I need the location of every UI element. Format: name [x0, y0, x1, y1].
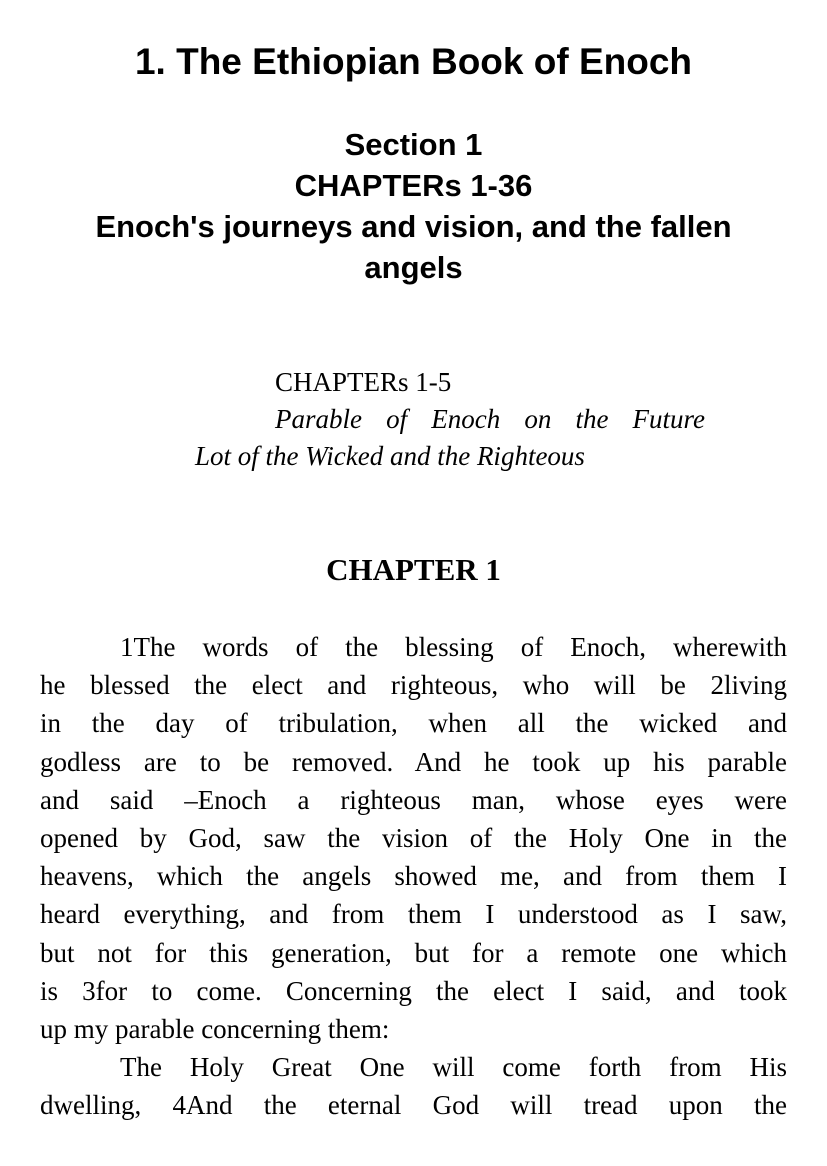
body-line: godless are to be removed. And he took up his parable: [40, 746, 787, 777]
parable-word: Enoch: [431, 404, 501, 434]
section-number: Section 1: [344, 127, 483, 162]
body-line: and said –Enoch a righteous man, whose eyes were: [40, 784, 787, 815]
body-line: opened by God, saw the vision of the Holy One in the: [40, 822, 787, 853]
body-line: in the day of tribulation, when all the wicked and: [40, 708, 787, 739]
chapter-heading: CHAPTER 1: [326, 552, 501, 587]
parable-word: Future: [632, 404, 706, 434]
chapter-body: [40, 628, 787, 1124]
parable-word: Parable: [275, 404, 362, 434]
body-line: but not for this generation, but for a remote one which: [40, 937, 787, 968]
body-line: 1The words of the blessing of Enoch, wherewith: [120, 632, 787, 662]
section-heading: [30, 124, 797, 288]
section-subtitle-line-1: Enoch's journeys and vision, and the fallen: [95, 209, 732, 244]
body-line: The Holy Great One will come forth from His: [120, 1052, 787, 1083]
section-subtitle-line-2: angels: [364, 250, 463, 285]
document-title: 1. The Ethiopian Book of Enoch: [134, 41, 693, 82]
body-line: heard everything, and from them I understood as I saw,: [40, 899, 787, 930]
body-line: is 3for to come. Concerning the elect I said, and took: [40, 975, 787, 1006]
subsection-label: CHAPTERs 1-5: [275, 367, 452, 397]
parable-word: on: [524, 404, 552, 434]
subsection-parable-line-1: [275, 401, 705, 438]
body-line: he blessed the elect and righteous, who will be 2living: [40, 670, 787, 701]
parable-word: of: [386, 404, 408, 434]
body-line: heavens, which the angels showed me, and from them I: [40, 861, 787, 892]
section-chapter-range: CHAPTERs 1-36: [294, 168, 533, 203]
body-line: dwelling, 4And the eternal God will tread upon the: [40, 1090, 787, 1121]
body-line: up my parable concerning them:: [40, 1013, 390, 1044]
parable-word: the: [575, 404, 609, 434]
subsection-parable-line-2: Lot of the Wicked and the Righteous: [195, 441, 585, 471]
